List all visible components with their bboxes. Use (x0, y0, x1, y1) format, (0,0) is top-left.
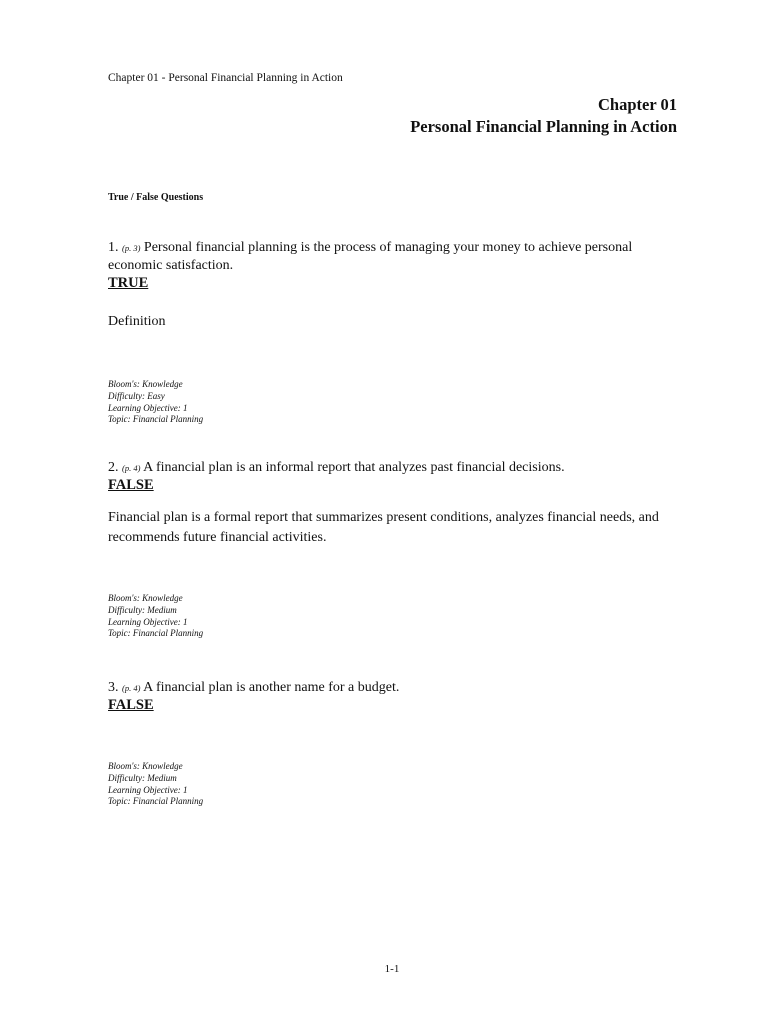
chapter-title: Personal Financial Planning in Action (410, 116, 677, 136)
question-2-blooms: Bloom's: Knowledge (108, 593, 183, 603)
question-2-learning-objective: Learning Objective: 1 (108, 616, 188, 627)
question-3-page-ref: (p. 4) (122, 683, 141, 693)
question-2-topic: Topic: Financial Planning (108, 628, 204, 639)
question-3-blooms: Bloom's: Knowledge (108, 761, 183, 771)
question-1-statement: Personal financial planning is the process of managing your money to achieve personal economic satisfaction. (108, 240, 633, 273)
question-3-difficulty: Difficulty: Medium (108, 772, 177, 783)
question-3-statement: A financial plan is another name for a budget. (143, 680, 400, 695)
page-number: 1-1 (384, 963, 400, 975)
question-1-blooms: Bloom's: Knowledge (108, 379, 183, 389)
question-2-text (108, 459, 680, 477)
question-2 (108, 459, 680, 640)
question-1-text (108, 239, 680, 275)
question-1-metadata (108, 379, 680, 426)
question-3-metadata (108, 761, 680, 808)
question-2-number: 2. (108, 460, 119, 475)
section-heading: True / False Questions (108, 192, 204, 203)
question-1-page-ref: (p. 3) (122, 243, 141, 253)
question-2-page-ref: (p. 4) (122, 463, 141, 473)
question-2-answer: FALSE (108, 477, 154, 493)
question-3-text (108, 679, 680, 697)
chapter-label: Chapter 01 (598, 95, 677, 114)
question-3 (108, 679, 680, 808)
question-1-explanation: Definition (108, 314, 166, 329)
running-header: Chapter 01 - Personal Financial Planning in Action (108, 72, 343, 84)
question-1-topic: Topic: Financial Planning (108, 414, 204, 425)
question-3-learning-objective: Learning Objective: 1 (108, 784, 188, 795)
question-3-topic: Topic: Financial Planning (108, 796, 204, 807)
question-1-answer: TRUE (108, 275, 149, 291)
question-1-number: 1. (108, 240, 119, 255)
question-1 (108, 239, 680, 426)
question-3-answer: FALSE (108, 697, 154, 713)
question-2-statement: A financial plan is an informal report that analyzes past financial decisions. (143, 460, 565, 475)
question-1-learning-objective: Learning Objective: 1 (108, 402, 188, 413)
question-1-difficulty: Difficulty: Easy (108, 390, 165, 401)
chapter-title-block (410, 94, 677, 137)
question-3-number: 3. (108, 680, 119, 695)
question-2-difficulty: Difficulty: Medium (108, 604, 177, 615)
question-2-metadata (108, 593, 680, 640)
question-2-explanation: Financial plan is a formal report that summarizes present conditions, analyzes financial needs, and recommends future financial activities. (108, 510, 659, 545)
